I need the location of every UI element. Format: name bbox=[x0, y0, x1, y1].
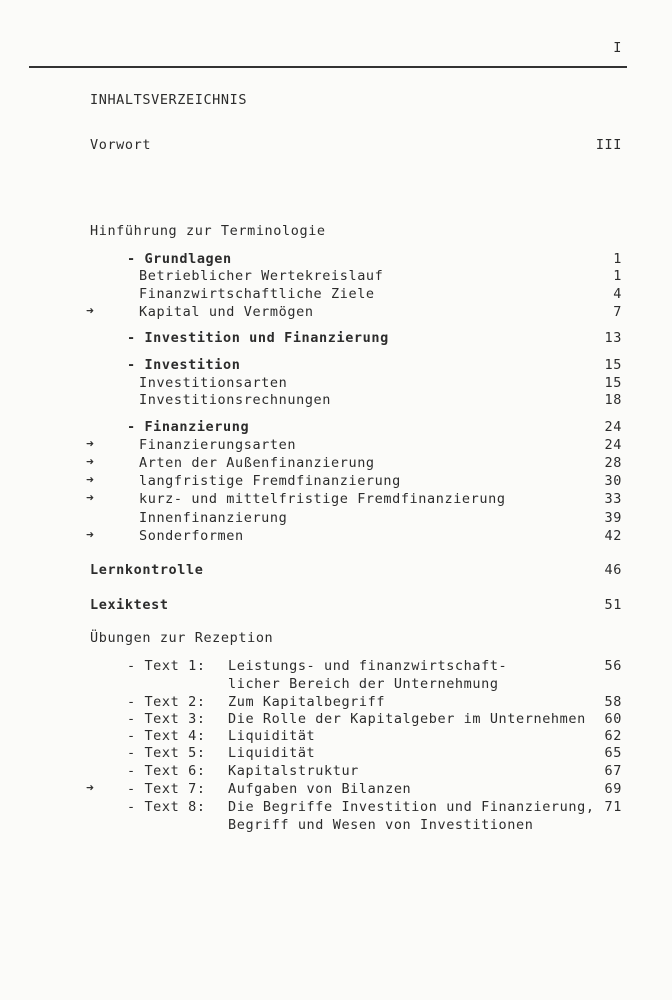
toc-entry-finanzierung[interactable]: - Finanzierung bbox=[127, 419, 250, 435]
toc-entry-text-7[interactable]: Aufgaben von Bilanzen bbox=[228, 781, 412, 797]
section-hinfuehrung[interactable]: Hinführung zur Terminologie bbox=[90, 223, 326, 239]
arrow-icon: ➜ bbox=[86, 437, 94, 452]
page-ref: 56 bbox=[604, 658, 622, 674]
toc-entry-sonderformen[interactable]: Sonderformen bbox=[139, 528, 244, 544]
page-ref: 39 bbox=[604, 510, 622, 526]
toc-entry-betrieblicher-wertekreislauf[interactable]: Betrieblicher Wertekreislauf bbox=[139, 268, 384, 284]
page-ref: 24 bbox=[604, 437, 622, 453]
toc-entry-finanzwirtschaftliche-ziele[interactable]: Finanzwirtschaftliche Ziele bbox=[139, 286, 375, 302]
text-tag: - Text 5: bbox=[127, 745, 206, 761]
toc-entry-text-1[interactable]: Leistungs- und finanzwirtschaft- bbox=[228, 658, 508, 674]
page-number: I bbox=[613, 40, 622, 56]
page-ref: 46 bbox=[604, 562, 622, 578]
toc-entry-text-8[interactable]: Die Begriffe Investition und Finanzierung, bbox=[228, 799, 595, 815]
arrow-icon: ➜ bbox=[86, 528, 94, 543]
toc-entry-text-5[interactable]: Liquidität bbox=[228, 745, 316, 761]
page-ref: 13 bbox=[604, 330, 622, 346]
page-ref: 18 bbox=[604, 392, 622, 408]
text-tag: - Text 6: bbox=[127, 763, 206, 779]
page-ref: 7 bbox=[613, 304, 622, 320]
toc-entry-investitionsrechnungen[interactable]: Investitionsrechnungen bbox=[139, 392, 332, 408]
toc-entry-finanzierungsarten[interactable]: Finanzierungsarten bbox=[139, 437, 297, 453]
toc-heading: INHALTSVERZEICHNIS bbox=[90, 92, 248, 108]
arrow-icon: ➜ bbox=[86, 491, 94, 506]
toc-entry-langfristige-fremdfinanzierung[interactable]: langfristige Fremdfinanzierung bbox=[139, 473, 401, 489]
text-tag: - Text 2: bbox=[127, 694, 206, 710]
page-ref: 42 bbox=[604, 528, 622, 544]
toc-entry-investition[interactable]: - Investition bbox=[127, 357, 241, 373]
arrow-icon: ➜ bbox=[86, 781, 94, 796]
page-ref: 51 bbox=[604, 597, 622, 613]
page-ref: 1 bbox=[613, 251, 622, 267]
toc-entry-text-6[interactable]: Kapitalstruktur bbox=[228, 763, 359, 779]
page-ref: 30 bbox=[604, 473, 622, 489]
page-ref: 15 bbox=[604, 357, 622, 373]
toc-entry-aussenfinanzierung[interactable]: Arten der Außenfinanzierung bbox=[139, 455, 375, 471]
page-ref: 4 bbox=[613, 286, 622, 302]
page-ref: 33 bbox=[604, 491, 622, 507]
page-ref: 58 bbox=[604, 694, 622, 710]
page-ref: 60 bbox=[604, 711, 622, 727]
toc-entry-innenfinanzierung[interactable]: Innenfinanzierung bbox=[139, 510, 288, 526]
text-tag: - Text 8: bbox=[127, 799, 206, 815]
arrow-icon: ➜ bbox=[86, 455, 94, 470]
toc-entry-kurz-mittelfristige[interactable]: kurz- und mittelfristige Fremdfinanzierung bbox=[139, 491, 506, 507]
text-tag: - Text 1: bbox=[127, 658, 206, 674]
toc-entry-text-1-cont[interactable]: licher Bereich der Unternehmung bbox=[228, 676, 499, 692]
page-ref: 24 bbox=[604, 419, 622, 435]
page-ref: 28 bbox=[604, 455, 622, 471]
toc-entry-lernkontrolle[interactable]: Lernkontrolle bbox=[90, 562, 204, 578]
toc-entry-grundlagen[interactable]: - Grundlagen bbox=[127, 251, 232, 267]
page-ref: 69 bbox=[604, 781, 622, 797]
arrow-icon: ➜ bbox=[86, 473, 94, 488]
page-ref: III bbox=[595, 137, 622, 153]
toc-entry-lexiktest[interactable]: Lexiktest bbox=[90, 597, 169, 613]
page-ref: 67 bbox=[604, 763, 622, 779]
toc-entry-investitionsarten[interactable]: Investitionsarten bbox=[139, 375, 288, 391]
header-rule bbox=[29, 66, 627, 68]
arrow-icon: ➜ bbox=[86, 304, 94, 319]
page-ref: 62 bbox=[604, 728, 622, 744]
toc-entry-text-4[interactable]: Liquidität bbox=[228, 728, 316, 744]
toc-entry-text-3[interactable]: Die Rolle der Kapitalgeber im Unternehmen bbox=[228, 711, 586, 727]
toc-entry-text-2[interactable]: Zum Kapitalbegriff bbox=[228, 694, 386, 710]
toc-entry-kapital-vermoegen[interactable]: Kapital und Vermögen bbox=[139, 304, 314, 320]
text-tag: - Text 7: bbox=[127, 781, 206, 797]
toc-entry-text-8-cont[interactable]: Begriff und Wesen von Investitionen bbox=[228, 817, 534, 833]
text-tag: - Text 4: bbox=[127, 728, 206, 744]
page-ref: 65 bbox=[604, 745, 622, 761]
page-ref: 1 bbox=[613, 268, 622, 284]
toc-entry-investition-finanzierung[interactable]: - Investition und Finanzierung bbox=[127, 330, 389, 346]
toc-entry-vorwort[interactable]: Vorwort bbox=[90, 137, 152, 153]
text-tag: - Text 3: bbox=[127, 711, 206, 727]
page-ref: 15 bbox=[604, 375, 622, 391]
page-ref: 71 bbox=[604, 799, 622, 815]
section-uebungen[interactable]: Übungen zur Rezeption bbox=[90, 630, 274, 646]
